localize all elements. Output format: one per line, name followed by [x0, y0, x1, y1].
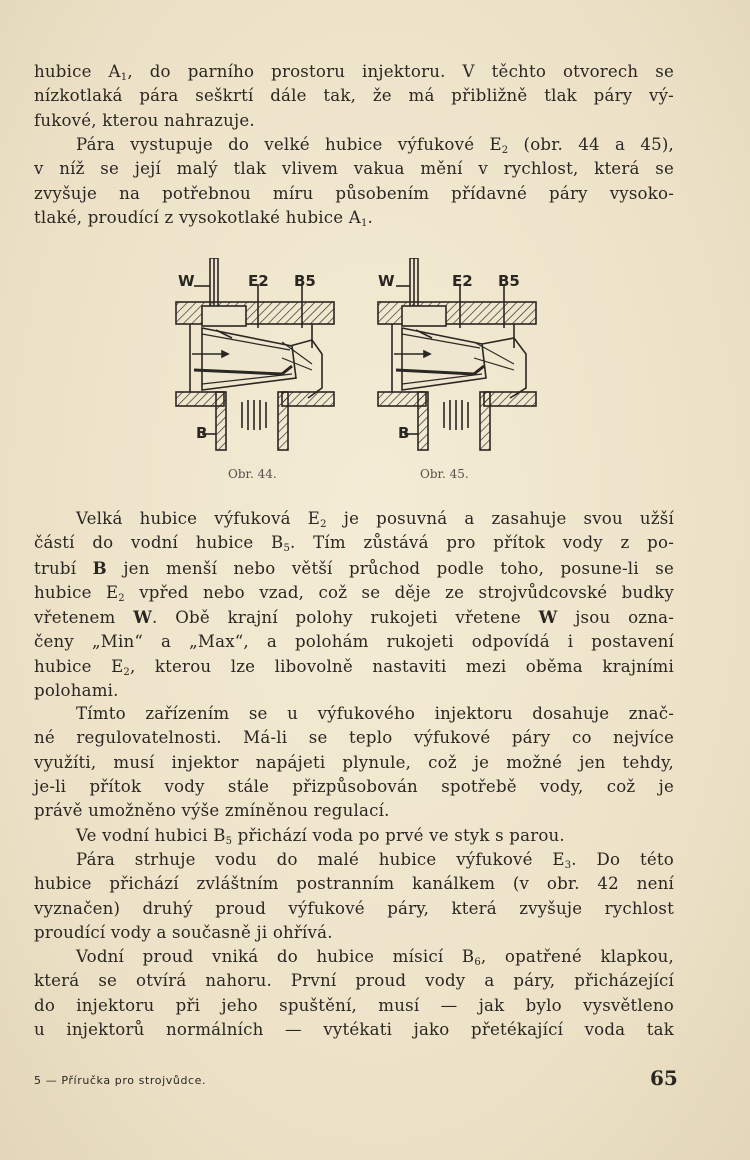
text-line: v níž se její malý tlak vlivem vakua mění v rychlost, která se [34, 159, 674, 179]
figure-45 [374, 258, 542, 458]
text-line: částí do vodní hubice $B_5$. Tím zůstává pro přítok vody z po- [34, 533, 674, 555]
figure-44 [172, 258, 340, 458]
text-line: která se otvírá nahoru. První proud vody a páry, přicházející [34, 971, 674, 991]
text-line: hubice $E_2$ vpřed nebo vzad, což se děje ze strojvůdcovské budky [34, 582, 674, 604]
paragraph-1 [34, 60, 674, 133]
text-line: Vodní proud vniká do hubice mísicí $B_6$, opatřené klapkou, [76, 947, 674, 968]
paragraph-7 [34, 945, 674, 1042]
text-line: Pára strhuje vodu do malé hubice výfukové $E_3$. Do této [76, 850, 674, 871]
text-line: fukové, kterou nahrazuje. [34, 110, 255, 130]
text-line: nízkotlaká pára seškrtí dále tak, že má přibližně tlak páry vý- [34, 86, 674, 106]
label-e2: E2 [248, 272, 269, 290]
figure-caption-44: Obr. 44. [228, 467, 277, 481]
text-line: zvyšuje na potřebnou míru působením přídavné páry vysoko- [34, 183, 674, 203]
text-line: je-li přítok vody stále přizpůsobován spotřebě vody, což je [34, 776, 674, 796]
paragraph-3 [34, 507, 674, 703]
text-line: tlaké, proudící z vysokotlaké hubice $A_1$. [34, 207, 373, 229]
label-w: W [378, 272, 395, 290]
text-line: polohami. [34, 681, 119, 701]
text-line: trubí B jen menší nebo větší průchod podle toho, posune-li se [34, 557, 674, 578]
text-line: využíti, musí injektor napájeti plynule, což je možné jen tehdy, [34, 752, 674, 772]
text-line: Pára vystupuje do velké hubice výfukové $E_2$ (obr. 44 a 45), [76, 135, 674, 156]
label-b5: B5 [294, 272, 316, 290]
text-line: hubice přichází zvláštním postranním kanálkem (v obr. 42 není [34, 874, 674, 894]
label-b: B [196, 424, 208, 442]
paragraph-6 [34, 848, 674, 945]
label-b: B [398, 424, 410, 442]
text-line: právě umožněno výše zmíněnou regulací. [34, 801, 390, 821]
text-line: vyznačen) druhý proud výfukové páry, která zvyšuje rychlost [34, 898, 674, 918]
label-w: W [178, 272, 195, 290]
text-line: do injektoru při jeho spuštění, musí — jak bylo vysvětleno [34, 995, 674, 1015]
paragraph-5 [34, 824, 674, 848]
text-line: hubice $E_2$, kterou lze libovolně nastaviti mezi oběma krajními [34, 656, 674, 678]
text-line: né regulovatelnosti. Má-li se teplo výfukové páry co nejvíce [34, 728, 674, 748]
text-line: u injektorů normálních — vytékati jako přetékající voda tak [34, 1019, 674, 1039]
label-b5: B5 [498, 272, 520, 290]
text-line: vřetenem W. Obě krajní polohy rukojeti vřetene W jsou ozna- [34, 607, 674, 628]
text-line: Tímto zařízením se u výfukového injektoru dosahuje znač- [76, 704, 674, 723]
text-line: čeny „Min“ a „Max“, a polohám rukojeti odpovídá i postavení [34, 632, 674, 652]
page-number: 65 [650, 1066, 678, 1090]
figure-caption-45: Obr. 45. [420, 467, 469, 481]
paragraph-4 [34, 702, 674, 823]
book-title-footer: 5 — Příručka pro strojvůdce. [34, 1074, 207, 1087]
label-e2: E2 [452, 272, 473, 290]
text-line: proudící vody a současně ji ohřívá. [34, 922, 333, 942]
paragraph-2 [34, 133, 674, 230]
text-line: Ve vodní hubici $B_5$ přichází voda po prvé ve styk s parou. [76, 826, 565, 847]
text-line: Velká hubice výfuková $E_2$ je posuvná a zasahuje svou užší [76, 509, 674, 530]
text-line: hubice $A_1$, do parního prostoru injektoru. V těchto otvorech se [34, 62, 674, 83]
